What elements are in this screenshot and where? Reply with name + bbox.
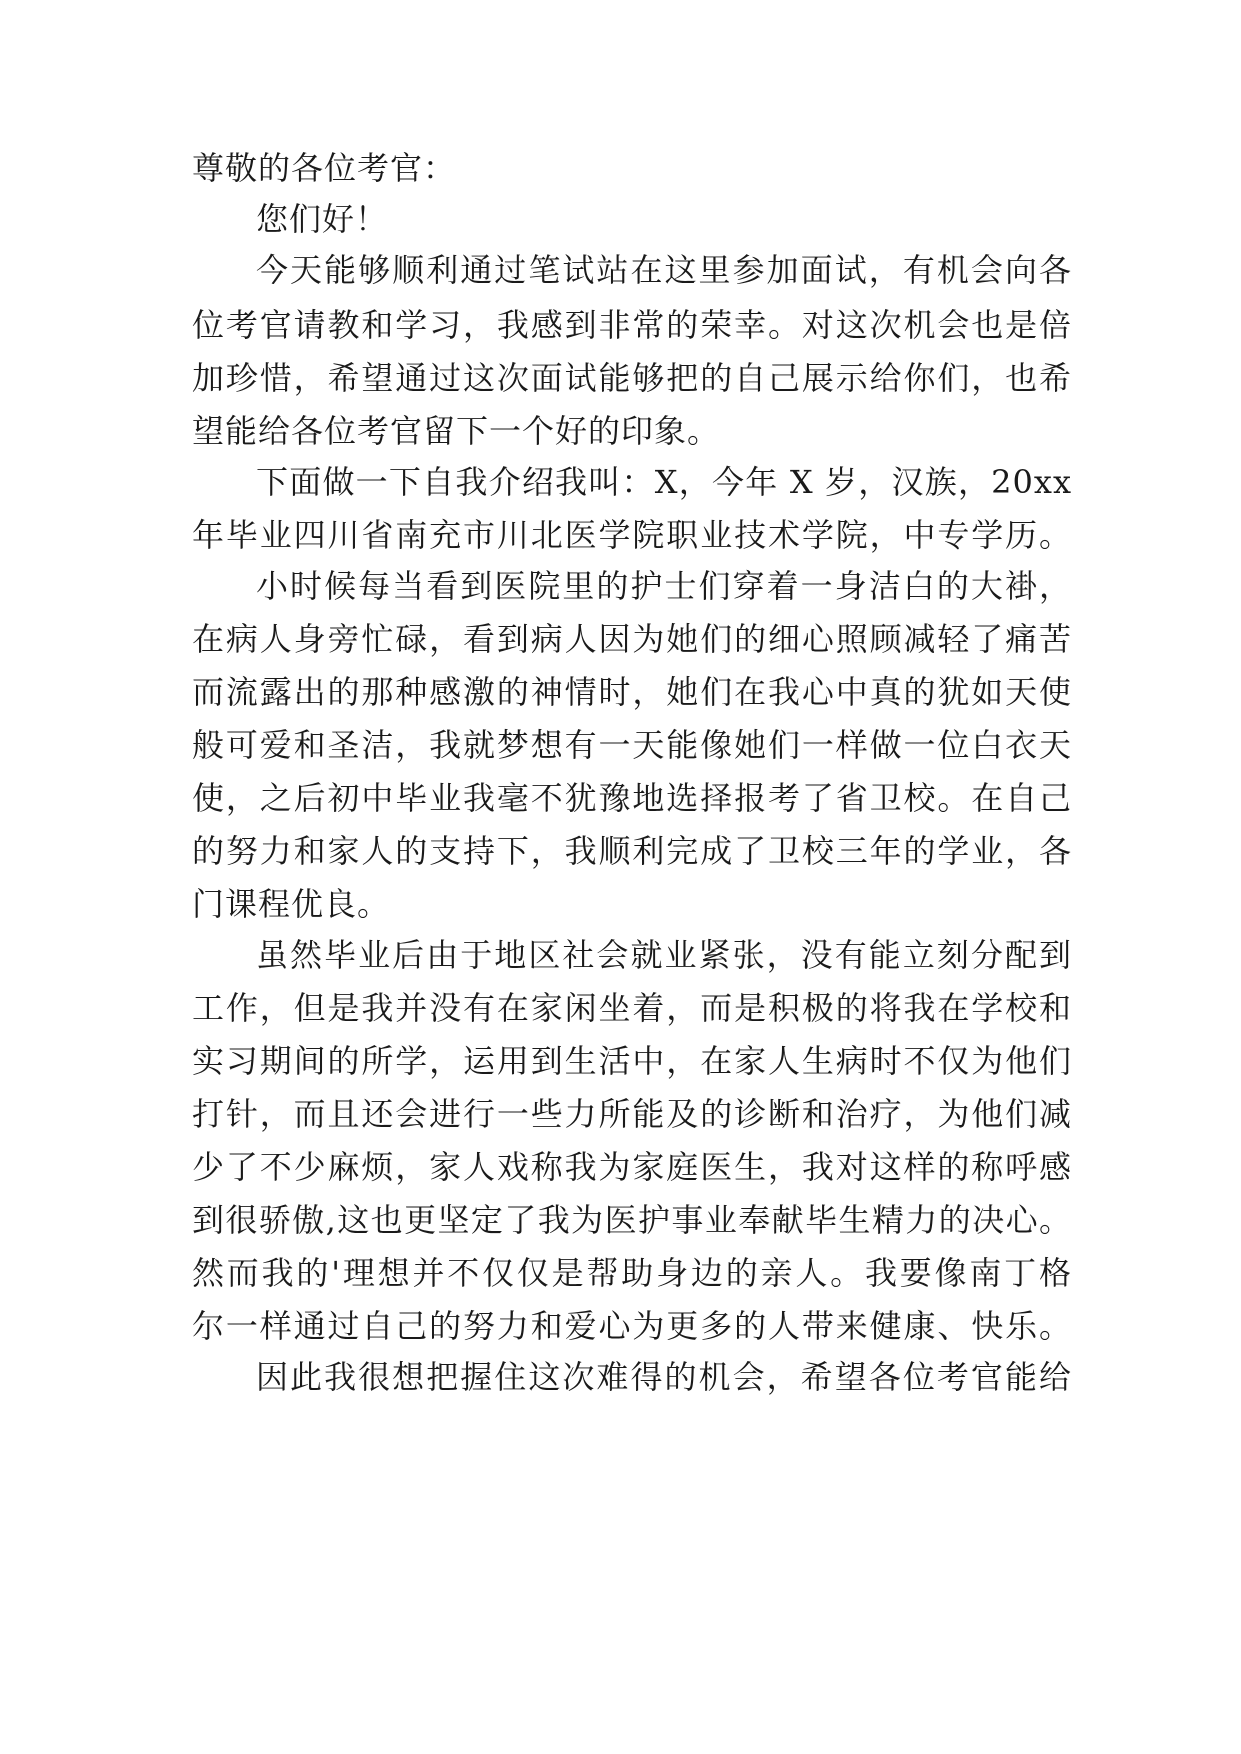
text-line: 虽然毕业后由于地区社会就业紧张，没有能立刻分配到 [256,936,1072,974]
text-line: 因此我很想把握住这次难得的机会，希望各位考官能给 [256,1358,1072,1396]
text-line: 在病人身旁忙碌，看到病人因为她们的细心照顾减轻了痛苦 [192,620,1072,658]
salutation: 尊敬的各位考官： [192,149,457,187]
text-line: 尔一样通过自己的努力和爱心为更多的人带来健康、快乐。 [192,1307,1072,1345]
text-line: 的努力和家人的支持下，我顺利完成了卫校三年的学业，各 [192,832,1072,870]
text-line: 然而我的'理想并不仅仅是帮助身边的亲人。我要像南丁格 [192,1254,1072,1292]
text-line: 少了不少麻烦，家人戏称我为家庭医生，我对这样的称呼感 [192,1148,1072,1186]
text-line: 下面做一下自我介绍我叫：X，今年 X 岁，汉族，20xx [256,463,1072,501]
text-line: 工作，但是我并没有在家闲坐着，而是积极的将我在学校和 [192,989,1072,1027]
text-line: 而流露出的那种感激的神情时，她们在我心中真的犹如天使 [192,673,1072,711]
text-line: 加珍惜，希望通过这次面试能够把的自己展示给你们，也希 [192,359,1072,397]
text-line: 门课程优良。 [192,885,391,923]
text-line: 小时候每当看到医院里的护士们穿着一身洁白的大褂， [256,567,1072,605]
text-line: 望能给各位考官留下一个好的印象。 [192,412,721,450]
text-line: 年毕业四川省南充市川北医学院职业技术学院，中专学历。 [192,516,1072,554]
text-line: 般可爱和圣洁，我就梦想有一天能像她们一样做一位白衣天 [192,726,1072,764]
text-line: 今天能够顺利通过笔试站在这里参加面试，有机会向各 [256,251,1072,289]
text-line: 实习期间的所学，运用到生活中，在家人生病时不仅为他们 [192,1042,1072,1080]
text-line: 使，之后初中毕业我毫不犹豫地选择报考了省卫校。在自己 [192,779,1072,817]
greeting: 您们好！ [256,200,389,238]
text-line: 位考官请教和学习，我感到非常的荣幸。对这次机会也是倍 [192,306,1072,344]
text-line: 打针，而且还会进行一些力所能及的诊断和治疗，为他们减 [192,1095,1072,1133]
text-line: 到很骄傲,这也更坚定了我为医护事业奉献毕生精力的决心。 [192,1201,1072,1239]
